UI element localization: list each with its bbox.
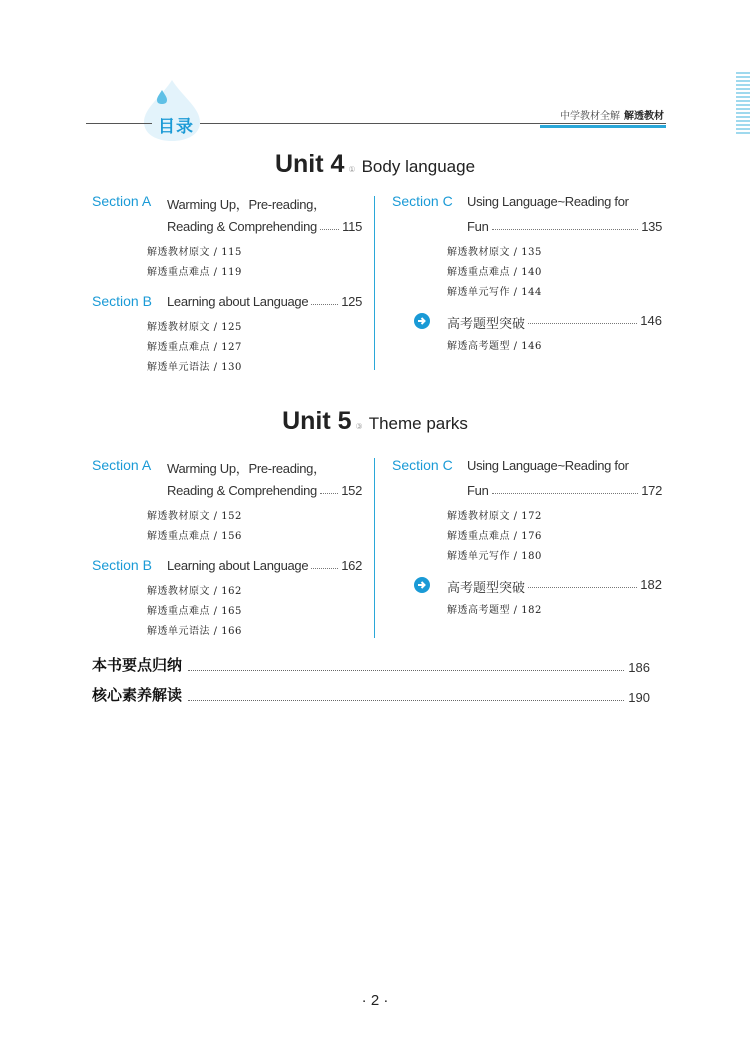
toc-leader bbox=[167, 558, 362, 573]
sub-entry[interactable]: 解透教材原文 / 115 bbox=[147, 247, 242, 258]
gaokao-entry[interactable] bbox=[392, 308, 662, 334]
sub-entry[interactable]: 解透重点难点 / 176 bbox=[447, 531, 542, 542]
dot-leader bbox=[528, 577, 637, 588]
header-rule-right bbox=[200, 123, 666, 124]
unit-5-heading bbox=[0, 407, 750, 436]
gaokao-title: 高考题型突破 bbox=[447, 316, 526, 331]
section-title: Using Language~Reading for bbox=[467, 194, 629, 209]
column-divider bbox=[374, 196, 375, 370]
page-number: · 2 · bbox=[361, 992, 389, 1009]
unit-5-left-column bbox=[92, 454, 362, 639]
section-a-entry[interactable] bbox=[92, 454, 362, 479]
sub-entry[interactable]: 解透重点难点 / 156 bbox=[147, 531, 242, 542]
section-title: Using Language~Reading for bbox=[467, 458, 629, 473]
section-a-entry[interactable] bbox=[92, 190, 362, 215]
sub-entry[interactable]: 解透教材原文 / 135 bbox=[447, 247, 542, 258]
page-ref: 135 bbox=[641, 219, 662, 234]
section-title-cont: Fun bbox=[467, 483, 489, 498]
section-tag: Section B bbox=[92, 293, 152, 309]
page-ref: 152 bbox=[341, 483, 362, 498]
summary-title: 本书要点归纳 bbox=[92, 657, 183, 674]
section-c-entry[interactable] bbox=[392, 190, 662, 215]
sub-entry[interactable]: 解透教材原文 / 125 bbox=[147, 322, 242, 333]
section-title-cont: Reading & Comprehending bbox=[167, 483, 317, 498]
gaokao-title: 高考题型突破 bbox=[447, 580, 526, 595]
section-tag: Section A bbox=[92, 193, 152, 209]
unit-number: Unit 4 bbox=[274, 150, 345, 178]
page-ref: 162 bbox=[341, 558, 362, 573]
page-ref: 146 bbox=[640, 313, 662, 328]
toc-leader bbox=[467, 219, 662, 234]
edge-tab-stripes bbox=[736, 72, 750, 134]
unit-4-heading bbox=[0, 150, 750, 179]
gaokao-entry[interactable] bbox=[392, 572, 662, 598]
section-tag: Section B bbox=[92, 557, 152, 573]
page-ref: 172 bbox=[641, 483, 662, 498]
sub-entry[interactable]: 解透重点难点 / 165 bbox=[147, 606, 242, 617]
section-title-cont: Fun bbox=[467, 219, 489, 234]
section-b-entry[interactable] bbox=[92, 290, 362, 315]
sub-entry[interactable]: 解透教材原文 / 172 bbox=[447, 511, 542, 522]
sub-entry[interactable]: 解透重点难点 / 119 bbox=[147, 267, 242, 278]
arrow-right-icon bbox=[414, 577, 430, 593]
sub-entry[interactable]: 解透重点难点 / 140 bbox=[447, 267, 542, 278]
dot-leader bbox=[188, 663, 624, 671]
dot-leader bbox=[311, 294, 338, 305]
page-ref: 182 bbox=[640, 577, 662, 592]
column-divider bbox=[374, 458, 375, 638]
sub-entry[interactable]: 解透单元写作 / 144 bbox=[447, 287, 542, 298]
page-ref: 115 bbox=[342, 219, 362, 234]
unit-4-left-column bbox=[92, 190, 362, 375]
sub-entry[interactable]: 解透高考题型 / 146 bbox=[447, 341, 542, 352]
unit-5-right-column bbox=[392, 454, 662, 618]
unit-4-right-column bbox=[392, 190, 662, 354]
unit-number: Unit 5 bbox=[282, 407, 352, 435]
sub-entry[interactable]: 解透教材原文 / 152 bbox=[147, 511, 242, 522]
section-title: Warming Up，Pre-reading， bbox=[167, 461, 326, 476]
dot-leader bbox=[188, 693, 624, 701]
unit-name: Body language bbox=[361, 157, 476, 176]
toc-leader bbox=[167, 483, 362, 498]
toc-label: 目录 bbox=[158, 117, 194, 136]
section-b-entry[interactable] bbox=[92, 554, 362, 579]
summary-entry-key-points[interactable] bbox=[92, 654, 650, 675]
dot-leader bbox=[320, 219, 339, 230]
brand-slogan: 解透教材 bbox=[624, 111, 664, 122]
dot-leader bbox=[492, 483, 639, 494]
unit-index-mark: ③ bbox=[355, 422, 363, 431]
section-title: Warming Up，Pre-reading， bbox=[167, 197, 326, 212]
section-title-cont: Reading & Comprehending bbox=[167, 219, 317, 234]
toc-leader bbox=[167, 294, 362, 309]
section-tag: Section C bbox=[392, 457, 453, 473]
section-tag: Section C bbox=[392, 193, 453, 209]
toc-leader bbox=[447, 577, 662, 596]
dot-leader bbox=[320, 483, 338, 494]
section-a-entry-cont[interactable] bbox=[92, 479, 362, 504]
brand-underline bbox=[540, 125, 666, 128]
arrow-right-icon bbox=[414, 313, 430, 329]
toc-leader bbox=[447, 313, 662, 332]
section-title: Learning about Language bbox=[167, 558, 309, 573]
section-a-entry-cont[interactable] bbox=[92, 215, 362, 240]
section-c-entry-cont[interactable] bbox=[392, 479, 662, 504]
sub-entry[interactable]: 解透单元语法 / 130 bbox=[147, 362, 242, 373]
sub-entry[interactable]: 解透单元语法 / 166 bbox=[147, 626, 242, 637]
toc-leader bbox=[167, 219, 362, 234]
sub-entry[interactable]: 解透教材原文 / 162 bbox=[147, 586, 242, 597]
page-ref: 190 bbox=[628, 690, 650, 705]
sub-entry[interactable]: 解透重点难点 / 127 bbox=[147, 342, 242, 353]
section-c-entry[interactable] bbox=[392, 454, 662, 479]
sub-entry[interactable]: 解透单元写作 / 180 bbox=[447, 551, 542, 562]
brand-text bbox=[560, 107, 664, 122]
summary-entry-core-literacy[interactable] bbox=[92, 684, 650, 705]
section-c-entry-cont[interactable] bbox=[392, 215, 662, 240]
summary-title: 核心素养解读 bbox=[92, 687, 183, 704]
section-tag: Section A bbox=[92, 457, 152, 473]
page-ref: 125 bbox=[341, 294, 362, 309]
dot-leader bbox=[492, 219, 639, 230]
section-title: Learning about Language bbox=[167, 294, 309, 309]
dot-leader bbox=[528, 313, 637, 324]
toc-leader bbox=[467, 483, 662, 498]
brand-series: 中学教材全解 bbox=[560, 111, 620, 122]
dot-leader bbox=[311, 558, 338, 569]
unit-index-mark: ① bbox=[348, 165, 356, 174]
unit-name: Theme parks bbox=[368, 414, 468, 433]
header-rule-left bbox=[86, 123, 152, 124]
page-ref: 186 bbox=[628, 660, 650, 675]
sub-entry[interactable]: 解透高考题型 / 182 bbox=[447, 605, 542, 616]
